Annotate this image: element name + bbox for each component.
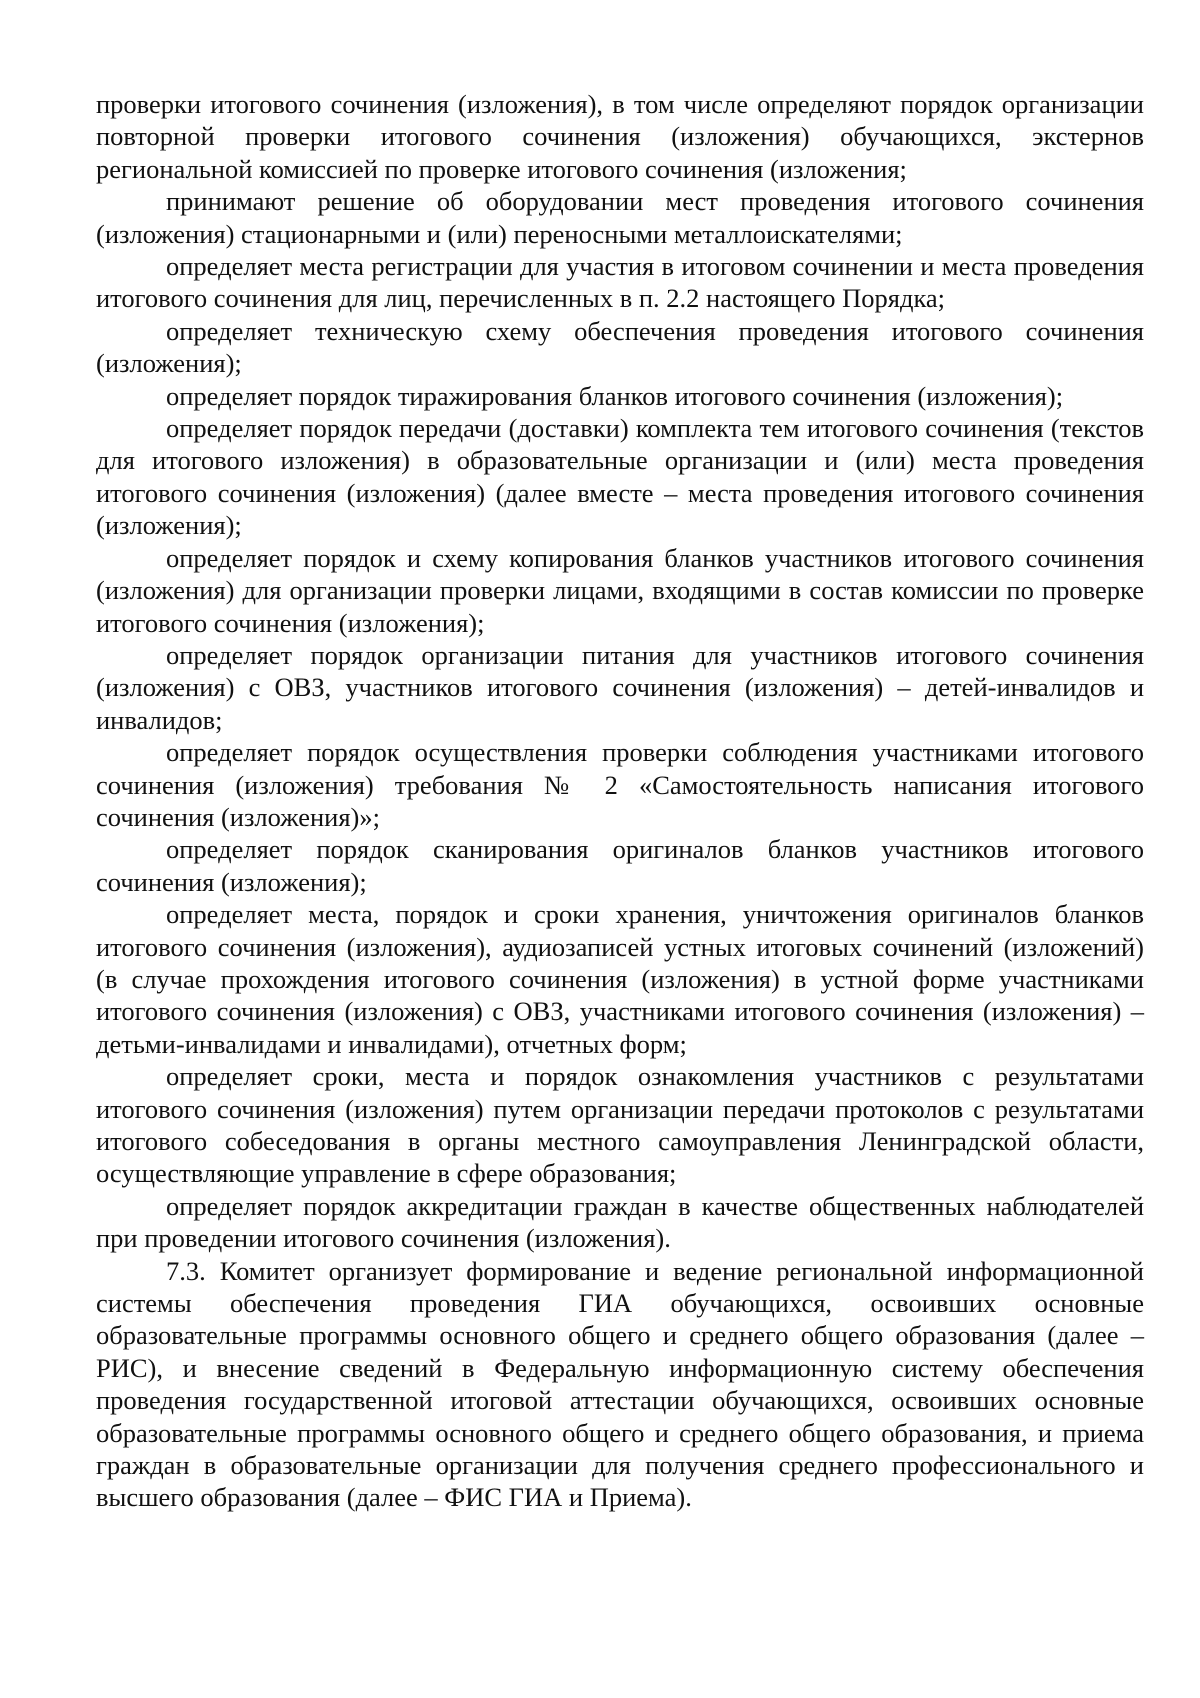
paragraph-observers: определяет порядок аккредитации граждан в качестве общественных наблюдателей при проведении итогового сочинения (изложения).	[96, 1190, 1144, 1254]
paragraph-form-copying: определяет порядок и схему копирования бланков участников итогового сочинения (изложения) для организации проверки лицами, входящими в состав комиссии по проверке итогового сочинения (изложения);	[96, 542, 1144, 638]
document-page	[96, 88, 1144, 1514]
paragraph-section-7-3: 7.3. Комитет организует формирование и ведение региональной информационной системы обеспечения проведения ГИА обучающихся, освоивших основные образовательные программы основного общего и среднего общего образования (далее – РИС), и внесение сведений в Федеральную информационную систему обеспечения проведения государственной итоговой аттестации обучающихся, освоивших основные образовательные программы основного общего и среднего общего образования, и приема граждан в образовательные организации для получения среднего профессионального и высшего образования (далее – ФИС ГИА и Приема).	[96, 1255, 1144, 1513]
paragraph-results-review: определяет сроки, места и порядок ознакомления участников с результатами итогового сочинения (изложения) путем организации передачи протоколов с результатами итогового собеседования в органы местного самоуправления Ленинградской области, осуществляющие управление в сфере образования;	[96, 1061, 1144, 1189]
paragraph-storage: определяет места, порядок и сроки хранения, уничтожения оригиналов бланков итогового сочинения (изложения), аудиозаписей устных итоговых сочинений (изложений) (в случае прохождения итогового сочинения (изложения) в устной форме участниками итогового сочинения (изложения) с ОВЗ, участниками итогового сочинения (изложения) – детьми-инвалидами и инвалидами), отчетных форм;	[96, 899, 1144, 1059]
paragraph-registration-places: определяет места регистрации для участия в итоговом сочинении и места проведения итогового сочинения для лиц, перечисленных в п. 2.2 настоящего Порядка;	[96, 251, 1144, 314]
paragraph-scanning: определяет порядок сканирования оригиналов бланков участников итогового сочинения (изложения);	[96, 834, 1144, 897]
paragraph-topic-delivery: определяет порядок передачи (доставки) комплекта тем итогового сочинения (текстов для итогового изложения) в образовательные организации и (или) места проведения итогового сочинения (изложения) (далее вместе – места проведения итогового сочинения (изложения);	[96, 413, 1144, 541]
paragraph-meals: определяет порядок организации питания для участников итогового сочинения (изложения) с ОВЗ, участников итогового сочинения (изложения) – детей-инвалидов и инвалидов;	[96, 639, 1144, 735]
paragraph-metal-detectors: принимают решение об оборудовании мест проведения итогового сочинения (изложения) стационарными и (или) переносными металлоискателями;	[96, 186, 1144, 249]
paragraph-continuation: проверки итогового сочинения (изложения), в том числе определяют порядок организации повторной проверки итогового сочинения (изложения) обучающихся, экстернов региональной комиссией по проверке итогового сочинения (изложения;	[96, 89, 1144, 184]
paragraph-independence-check: определяет порядок осуществления проверки соблюдения участниками итогового сочинения (изложения) требования № 2 «Самостоятельность написания итогового сочинения (изложения)»;	[96, 737, 1144, 832]
paragraph-technical-scheme: определяет техническую схему обеспечения проведения итогового сочинения (изложения);	[96, 315, 1144, 379]
paragraph-form-replication: определяет порядок тиражирования бланков итогового сочинения (изложения);	[166, 380, 1064, 411]
